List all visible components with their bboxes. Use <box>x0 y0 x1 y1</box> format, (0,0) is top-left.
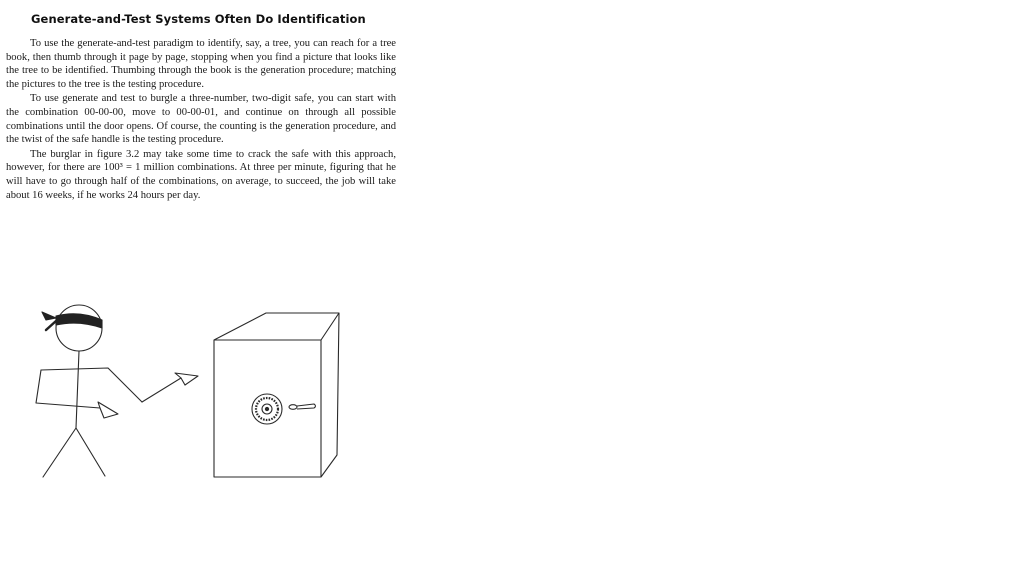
safe-handle-icon <box>289 404 316 409</box>
burglar-left-leg <box>43 428 76 477</box>
mask-knot-icon <box>42 312 56 320</box>
paragraph: The burglar in figure 3.2 may take some time to crack the safe with this approach, however, for there are 100³ = 1 million combinations. At three per minute, figuring that he will have to go through half of the combinations, on average, to succeed, the job will take about 16 weeks, if he works 24 hours per day. <box>6 148 396 201</box>
combination-dial-icon <box>252 394 282 424</box>
burglar-figure-icon <box>36 305 198 477</box>
mask-tail-icon <box>46 321 56 330</box>
burglar-forearm <box>142 378 181 402</box>
burglar-safe-illustration <box>0 290 360 490</box>
safe-icon <box>214 313 339 477</box>
burglar-upper-arm <box>41 368 142 402</box>
paragraph: To use the generate-and-test paradigm to identify, say, a tree, you can reach for a tree book, then thumb through it page by page, stopping when you find a picture that looks like the tree to be identified. Thumbing through the book is the generation procedure; matching the pictures to the tree is the testing procedure. <box>6 38 396 90</box>
burglar-right-leg <box>76 428 105 476</box>
burglar-mask-icon <box>56 314 102 328</box>
burglar-head <box>56 305 102 351</box>
body-text <box>6 37 396 203</box>
burglar-left-hand <box>98 402 118 418</box>
safe-side <box>321 313 339 477</box>
illustration-svg <box>0 290 360 490</box>
paragraph: To use generate and test to burgle a three-number, two-digit safe, you can start with the combination 00-00-00, move to 00-00-01, and continue on through all possible combinations until the door opens. Of course, the counting is the generation procedure, and the twist of the safe handle is the testing procedure. <box>6 93 396 146</box>
section-heading: Generate-and-Test Systems Often Do Identification <box>31 12 366 26</box>
safe-top <box>214 313 339 340</box>
burglar-left-arm <box>36 370 100 408</box>
burglar-body <box>76 351 79 428</box>
